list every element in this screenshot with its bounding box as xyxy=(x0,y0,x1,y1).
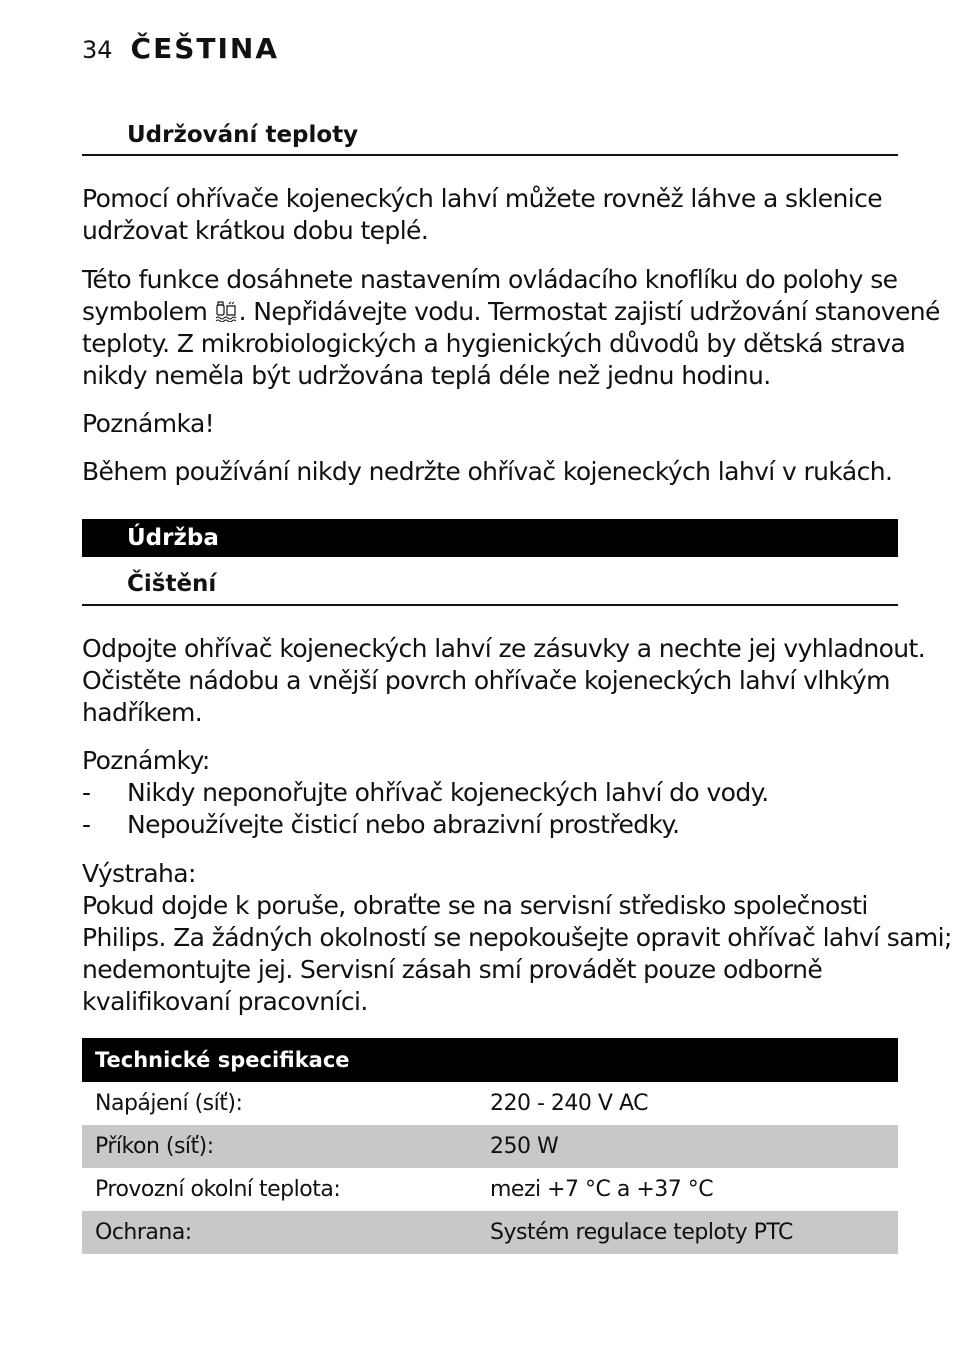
table-row: Příkon (síť): 250 W xyxy=(82,1125,898,1168)
heading-keep-warm: Udržování teploty xyxy=(82,118,898,156)
note-label: Poznámka! xyxy=(82,409,215,438)
heading-maintenance: Údržba xyxy=(82,519,898,557)
page-number: 34 xyxy=(82,36,113,64)
page-header xyxy=(82,32,279,65)
cleaning-paragraph: Odpojte ohřívač kojeneckých lahví ze zásuvky a nechte jej vyhladnout. Očistěte nádobu a vnější povrch ohřívače kojeneckých lahví vlhkým hadříkem. xyxy=(82,634,926,727)
language-title: ČEŠTINA xyxy=(130,32,280,65)
table-row: Ochrana: Systém regulace teploty PTC xyxy=(82,1211,898,1254)
heading-cleaning: Čištění xyxy=(82,566,898,606)
notes-list xyxy=(82,777,898,841)
keep-warm-paragraph-1: Pomocí ohřívače kojeneckých lahví můžete rovněž láhve a sklenice udržovat krátkou dobu teplé. xyxy=(82,184,883,245)
table-row: Napájení (síť): 220 - 240 V AC xyxy=(95,1091,648,1116)
warning-label: Výstraha: xyxy=(82,859,196,888)
list-item: - Nepoužívejte čisticí nebo abrazivní prostředky. xyxy=(82,810,680,839)
table-row: Provozní okolní teplota: mezi +7 °C a +37 °C xyxy=(95,1177,714,1202)
specifications-table xyxy=(82,1038,898,1254)
note-text: Během používání nikdy nedržte ohřívač kojeneckých lahví v rukách. xyxy=(82,457,893,486)
keep-warm-paragraph-2: Této funkce dosáhnete nastavením ovládacího knoflíku do polohy se symbolem . Nepřidávejte vodu. Termostat zajistí udržování stanovené teploty. Z mikrobiologických a hygienických důvodů by dětská strava nikdy neměla být udržována teplá déle než jednu hodinu. xyxy=(82,265,940,390)
list-item: - Nikdy neponořujte ohřívač kojeneckých lahví do vody. xyxy=(82,778,769,807)
specifications-heading: Technické specifikace xyxy=(82,1038,898,1082)
warning-text: Pokud dojde k poruše, obraťte se na servisní středisko společnosti Philips. Za žádných okolností se nepokoušejte opravit ohřívač lahví sami; nedemontujte jej. Servisní zásah smí provádět pouze odborně kvalifikovaní pracovníci. xyxy=(82,891,952,1016)
bottle-and-jar-warming-icon xyxy=(215,300,239,322)
notes-label: Poznámky: xyxy=(82,746,210,775)
